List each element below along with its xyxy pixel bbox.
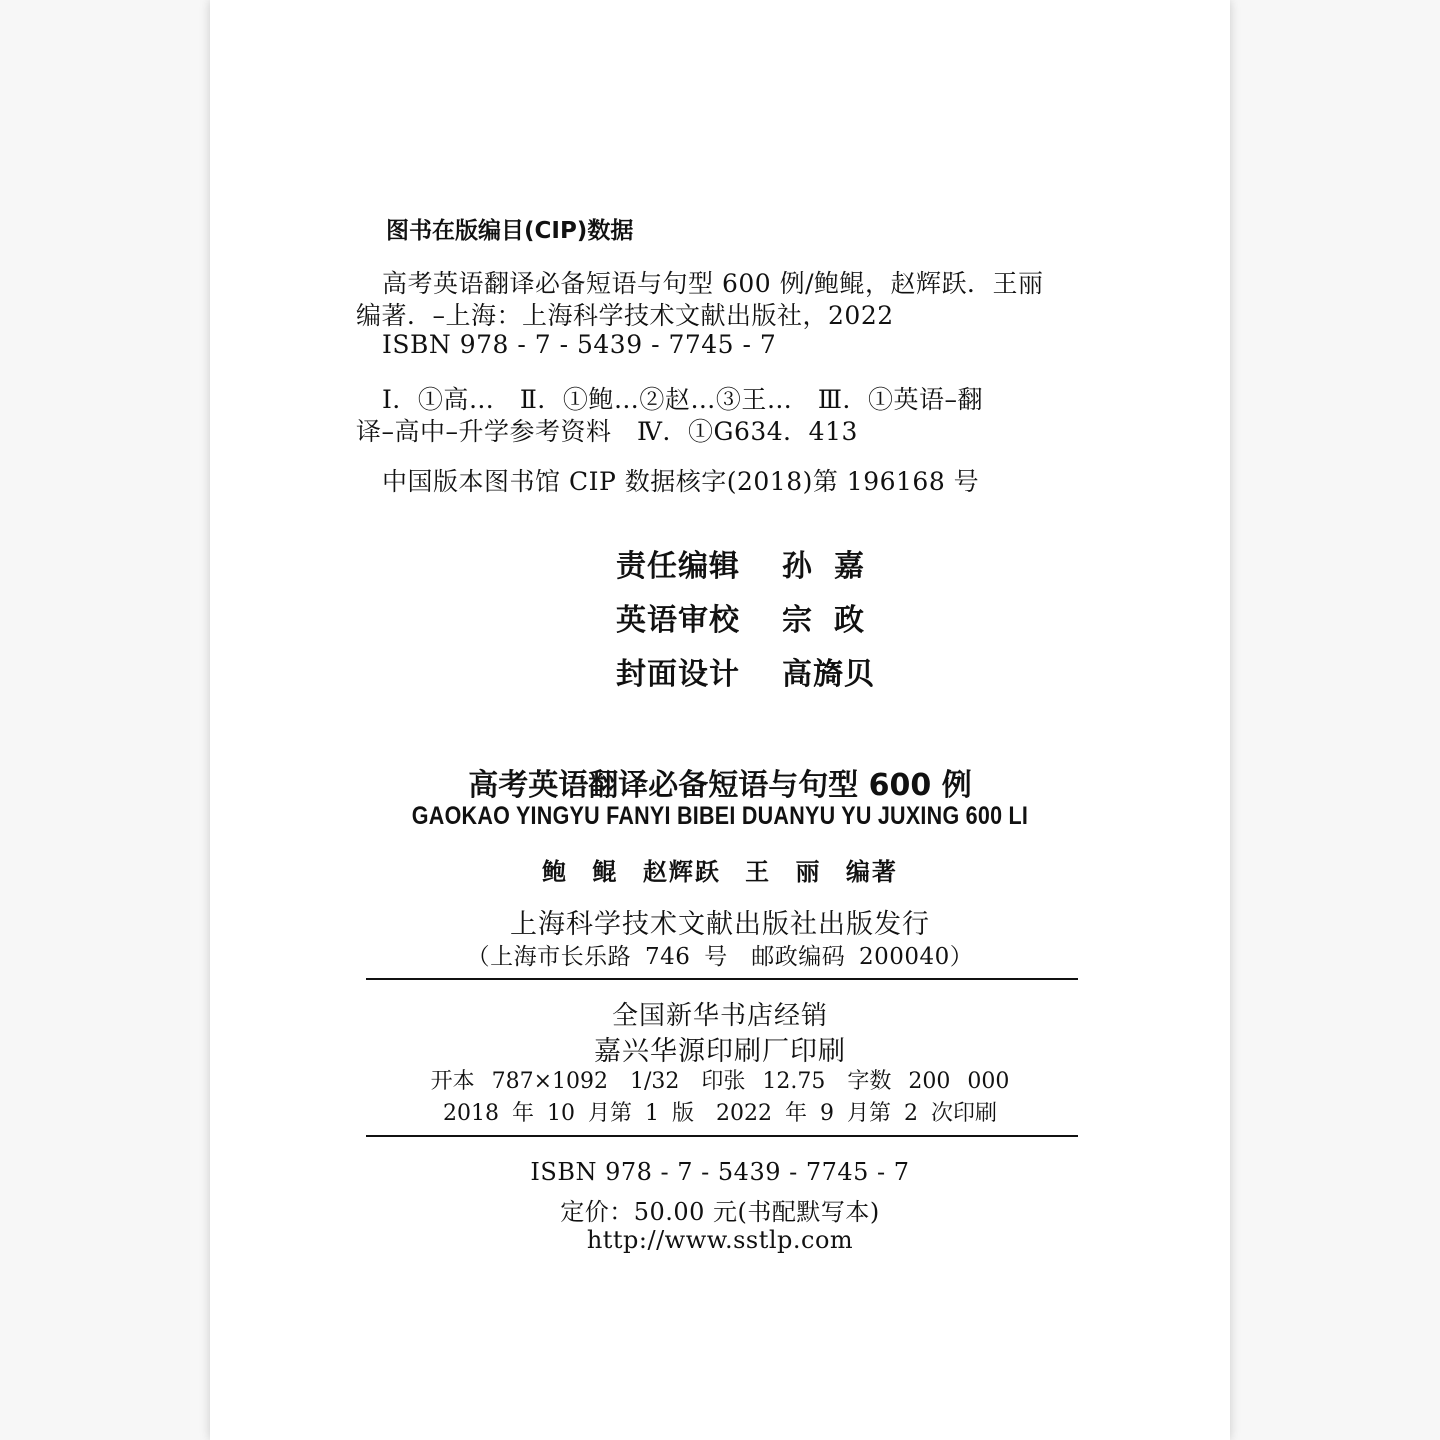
publisher-line: 上海科学技术文献出版社出版发行 <box>510 909 930 940</box>
price-line: 定价：50.00 元(书配默写本) <box>560 1198 880 1226</box>
credit-name: 孙嘉 <box>782 549 886 584</box>
credit-row-editor <box>616 546 886 600</box>
cip-line-classification-cont: 译–高中–升学参考资料 Ⅳ．①G634．413 <box>356 417 858 446</box>
credit-role: 责任编辑 <box>616 549 740 584</box>
credit-row-cover-design <box>616 654 886 708</box>
divider-rule <box>366 1135 1078 1137</box>
cip-line-title: 高考英语翻译必备短语与句型 600 例/鲍鲲，赵辉跃．王丽 <box>382 269 1044 298</box>
staff-credits <box>616 546 886 708</box>
book-authors: 鲍 鲲 赵辉跃 王 丽 编著 <box>542 858 898 886</box>
credit-name: 宗政 <box>782 603 886 638</box>
book-title-chinese: 高考英语翻译必备短语与句型 600 例 <box>468 768 972 803</box>
edition-info: 2018 年 10 月第 1 版 2022 年 9 月第 2 次印刷 <box>443 1101 997 1126</box>
publisher-address: （上海市长乐路 746 号 邮政编码 200040） <box>466 944 974 970</box>
cip-heading: 图书在版编目(CIP)数据 <box>386 218 634 244</box>
distributor-line: 全国新华书店经销 <box>611 1001 828 1031</box>
divider-rule <box>366 978 1078 980</box>
credit-role: 英语审校 <box>616 603 740 638</box>
credit-name: 高旖贝 <box>782 657 875 692</box>
format-specs: 开本 787×1092 1/32 印张 12.75 字数 200 000 <box>430 1069 1010 1094</box>
isbn-footer: ISBN 978 - 7 - 5439 - 7745 - 7 <box>530 1158 910 1186</box>
cip-line-publisher: 编著．–上海：上海科学技术文献出版社，2022 <box>356 301 894 330</box>
credit-row-proofreader <box>616 600 886 654</box>
book-title-pinyin: GAOKAO YINGYU FANYI BIBEI DUANYU YU JUXING 600 LI <box>411 802 1029 830</box>
cip-line-classification: Ⅰ．①高… Ⅱ．①鲍…②赵…③王… Ⅲ．①英语–翻 <box>382 385 983 414</box>
cip-line-isbn: ISBN 978 - 7 - 5439 - 7745 - 7 <box>382 330 777 359</box>
copyright-page <box>210 0 1230 1440</box>
credit-role: 封面设计 <box>616 657 740 692</box>
printer-line: 嘉兴华源印刷厂印刷 <box>594 1036 846 1067</box>
publisher-url: http://www.sstlp.com <box>586 1226 854 1254</box>
cip-line-record-number: 中国版本图书馆 CIP 数据核字(2018)第 196168 号 <box>382 467 980 496</box>
